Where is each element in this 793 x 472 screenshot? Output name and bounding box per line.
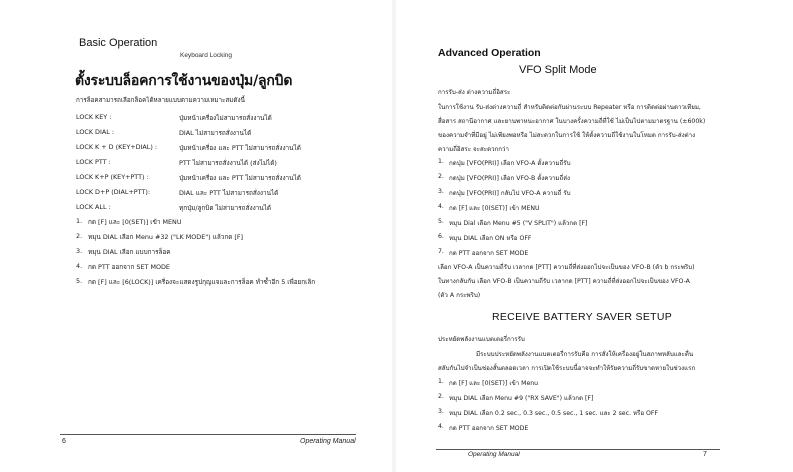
step-text: กด PTT ออกจาก SET MODE [449,425,529,432]
footer-rule [436,449,720,450]
step-number: 3. [76,247,83,255]
step-number: 6. [438,233,444,240]
lock-mode-desc: ทุกปุ่ม/ลูกบิด ไม่สามารถสั่งงานได้ [179,204,272,212]
step-number: 4. [438,423,444,430]
step-text: หมุน DIAL เลือก Menu #32 ("LK MODE") แล้วกด [F] [88,233,244,241]
vfo-paragraph-line: สื่อสาร สถานีอากาศ และยานพาหนะอากาศ ในบางครั้งความถี่ที่ใช้ ไม่เป็นไปตามมาตรฐาน (±600k) [438,118,706,125]
step-text: กด [F] และ [0(SET)] เข้า Menu [449,380,539,387]
step-number: 4. [76,262,83,270]
step-text: หมุน DIAL เลือก ON หรือ OFF [449,235,532,242]
section-title: Advanced Operation [438,47,541,59]
lock-mode-name: LOCK D+P (DIAL+PTT): [76,188,150,196]
footer-manual: Operating Manual [468,451,520,458]
battery-paragraph-line: สลับกันไปจำเป็นช่องสั้นตลอดเวลา การเปิดใช้ระบบนี้อาจจะทำให้รัยความถี่รับขาดหายในช่วงแรก [438,365,696,372]
page-number: 6 [62,438,66,445]
step-text: กดปุ่ม [VFO(PRI)] เลือก VFO-A ตั้งความถี่รับ [449,160,571,167]
step-text: กด [F] และ [0(SET)] เข้า MENU [449,205,540,212]
intro-text: การล็อคสามารถเลือกล็อคได้หลายแบบตามความเหมาะสมดังนี้ [76,97,245,104]
vfo-note-line: (ตัว A กระพริบ) [438,292,481,299]
step-text: หมุน Dial เลือก Menu #5 ("V SPLIT") แล้วกด [F] [449,220,588,227]
vfo-paragraph-line: ในการใช้งาน รับ-ส่งต่างความถี่ สำหรับติดต่อกับผ่านระบบ Repeater หรือ การติดต่อผ่านดาวเทียม, [438,104,701,111]
lock-mode-desc: DIAL และ PTT ไม่สามารถสั่งงานได้ [179,189,279,197]
battery-heading: ประหยัดพลังงานแบตเตอรี่การรับ [438,336,525,343]
vfo-paragraph-line: ความถี่อิสระ จะสะดวกกว่า [438,146,510,153]
step-number: 5. [438,218,444,225]
step-text: กด [F] และ [0(SET)] เข้า MENU [88,218,182,226]
footer-rule [60,434,356,435]
step-number: 2. [438,393,444,400]
battery-saver-title: RECEIVE BATTERY SAVER SETUP [492,311,673,323]
lock-mode-name: LOCK ALL : [76,203,111,211]
vfo-paragraph-line: ของความจำที่มีอยู่ ไม่เพียงพอหรือ ไม่สะดวกในการใช้ ให้ตั้งความถี่ใช้งานในโหมด การรับ-ส่งต่าง [438,132,696,139]
step-number: 4. [438,203,444,210]
step-text: กดปุ่ม [VFO(PRI)] กลับไป VFO-A ความถี่ รับ [449,190,571,197]
step-number: 2. [76,232,83,240]
step-number: 1. [76,217,83,225]
lock-mode-name: LOCK K + D (KEY+DIAL) : [76,143,158,151]
step-text: กด PTT ออกจาก SET MODE [88,263,170,271]
lock-mode-desc: ปุ่มหน้าเครื่องไม่สามารถสั่งงานได้ [179,114,272,122]
step-number: 5. [76,277,83,285]
step-number: 1. [438,158,444,165]
step-number: 2. [438,173,444,180]
step-number: 1. [438,378,444,385]
lock-mode-name: LOCK DIAL : [76,128,114,136]
section-subtitle: Keyboard Locking [180,52,233,59]
step-text: กดปุ่ม [VFO(PRI)] เลือก VFO-B ตั้งความถี่ส่ง [449,175,571,182]
step-number: 3. [438,188,444,195]
lock-mode-name: LOCK KEY : [76,113,112,121]
step-text: หมุน DIAL เลือก Menu #9 ("RX SAVE") แล้วกด [F] [449,395,594,402]
lock-mode-desc: PTT ไม่สามารถสั่งงานได้ (ส่งไม่ได้) [179,159,277,167]
vfo-note-line: เลือก VFO-A เป็นความถี่รับ เวลากด [PTT] ความถี่ที่ส่งออกไปจะเป็นของ VFO-B (ตัว b กระพริบ) [438,264,695,271]
section-title: Basic Operation [79,37,158,49]
vfo-split-title: VFO Split Mode [519,64,597,76]
thai-heading: ตั้งระบบล็อคการใช้งานของปุ่ม/ลูกบิด [75,73,293,89]
battery-paragraph-line: มีระบบประหยัดพลังงานแบตเตอรี่การรับคือ การสั่งให้เครื่องอยู่ในสภาพหลับและตื่น [476,351,694,358]
lock-mode-desc: ปุ่มหน้าเครื่อง และ PTT ไม่สามารถสั่งงานได้ [179,174,301,182]
lock-mode-desc: ปุ่มหน้าเครื่อง และ PTT ไม่สามารถสั่งงานได้ [179,144,301,152]
step-text: กด PTT ออกจาก SET MODE [449,250,529,257]
step-number: 3. [438,408,444,415]
step-number: 7. [438,248,444,255]
step-text: หมุน DIAL เลือก แบบการล็อค [88,248,171,256]
vfo-note-line: ในทางกลับกัน เลือก VFO-B เป็นความถี่รับ เวลากด [PTT] ความถี่ที่ส่งออกไปจะเป็นของ VFO-A [438,278,690,285]
footer-manual: Operating Manual [300,438,356,445]
step-text: กด [F] และ [6(LOCK)] เครื่องจะแสดงรูปกุญแจและการล็อค ทำซ้ำอีก 5 เพื่อยกเลิก [88,278,316,286]
lock-mode-name: LOCK PTT : [76,158,111,166]
step-text: หมุน DIAL เลือก 0.2 sec., 0.3 sec., 0.5 sec., 1 sec. และ 2 sec. หรือ OFF [449,410,659,417]
page-number: 7 [703,451,707,458]
lock-mode-desc: DIAL ไม่สามารถสั่งงานได้ [179,129,252,137]
lock-mode-name: LOCK K+P (KEY+PTT) : [76,173,149,181]
vfo-heading: การรับ-ส่ง ต่างความถี่อิสระ [438,89,511,96]
